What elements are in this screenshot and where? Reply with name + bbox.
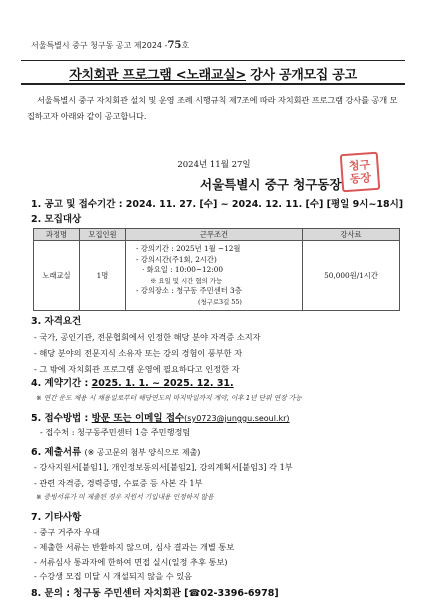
list-item: - 중구 거주자 우대	[34, 527, 100, 537]
condition-line: · 화요일 : 10:00~12:00	[142, 265, 224, 274]
list-item: - 그 밖에 자치회관 프로그램 운영에 필요하다고 인정한 자	[34, 364, 240, 374]
table-header: 모집인원	[80, 229, 126, 241]
email-address: (sy0723@junggu.seoul.kr)	[184, 414, 290, 423]
condition-line: - 강의시간(주1회, 2시간)	[136, 254, 217, 264]
list-item: - 해당 분야의 전문지식 소유자 또는 강의 경험이 풍부한 자	[34, 348, 243, 358]
condition-line: ※ 요일 및 시간 협의 가능	[150, 276, 223, 285]
list-item: - 관련 자격증, 경력증명, 수료증 등 사본 각 1부	[34, 478, 203, 488]
documents-list	[34, 459, 293, 491]
list-item: - 강사지원서[붙임1], 개인정보동의서[붙임2], 강의계획서[붙임3] 각 1부	[34, 462, 293, 472]
table-header-row	[34, 229, 400, 241]
lecture-fee: 50,000원/1시간	[303, 241, 400, 311]
section-inquiry: 8. 문의 : 청구동 주민센터 자치회관 [☎02-3396-6978]	[31, 588, 279, 599]
notice-number: 서울특별시 중구 청구동 공고 제2024 -75호	[31, 40, 190, 51]
contract-note: ※ 연간 운도 채용 시 채용일로부터 해당연도의 마지막일까지 계약, 이후 1년 단위 연장 가능	[36, 394, 302, 402]
qualification-list	[34, 329, 261, 377]
list-item: - 국가, 공인기관, 전문협회에서 인정한 해당 분야 자격증 소지자	[34, 332, 261, 342]
recruit-table	[33, 228, 400, 311]
section-period: 1. 공고 및 접수기간 : 2024. 11. 27. [수] ~ 2024. 12. 11. [수] [평일 9시~18시]	[31, 199, 404, 210]
title-box	[21, 60, 405, 85]
table-header: 근무조건	[126, 229, 303, 241]
list-item: - 수강생 모집 미달 시 개설되지 않을 수 있음	[34, 571, 193, 582]
table-row	[34, 241, 400, 311]
document-title: 자치회관 프로그램 <노래교실> 강사 공개모집 공고	[69, 68, 357, 83]
course-name: 노래교실	[34, 241, 80, 311]
section-etc: 7. 기타사항	[31, 512, 82, 523]
list-item: - 서류심사 통과자에 한하여 면접 실시(일정 추후 통보)	[34, 556, 228, 567]
list-item: - 제출한 서류는 반환하지 않으며, 심사 결과는 개별 통보	[34, 541, 235, 552]
handwritten-number: 75	[167, 40, 182, 51]
section-documents: 6. 제출서류 (※ 공고문의 첨부 양식으로 제출)	[31, 447, 201, 458]
section-apply: 5. 접수방법 : 방문 또는 이메일 접수(sy0723@junggu.seoul.kr)	[31, 413, 290, 424]
documents-note: ※ 증빙서류가 미 제출된 경우 지원서 기입내용 인정하지 않음	[36, 493, 214, 501]
section-qualification: 3. 자격요건	[31, 316, 82, 327]
notice-date: 2024년 11월 27일	[177, 160, 251, 170]
section-contract: 4. 계약기간 : 2025. 1. 1. ~ 2025. 12. 31.	[31, 378, 234, 389]
etc-list	[34, 525, 234, 584]
table-header: 과정명	[34, 229, 80, 241]
work-conditions	[126, 241, 303, 311]
intro-paragraph: 서울특별시 중구 자치회관 설치 및 운영 조례 시행규칙 제7조에 따라 자치회관 프로그램 강사를 공개 모집하고자 아래와 같이 공고합니다.	[27, 95, 398, 121]
issuing-organization: 서울특별시 중구 청구동장	[200, 177, 342, 192]
condition-line: - 강의기간 : 2025년 1월 ~12월	[136, 244, 241, 253]
condition-line: - 강의장소 : 청구동 주민센터 3층	[136, 286, 242, 295]
section-recruit: 2. 모집대상	[31, 214, 82, 225]
table-header: 강사료	[303, 229, 400, 241]
official-seal: 청구 동장	[340, 152, 381, 193]
recruit-count: 1명	[80, 241, 126, 311]
condition-line: (청구로3길 55)	[198, 297, 242, 306]
apply-location: - 접수처 : 청구동주민센터 1층 주민행정팀	[40, 427, 191, 437]
